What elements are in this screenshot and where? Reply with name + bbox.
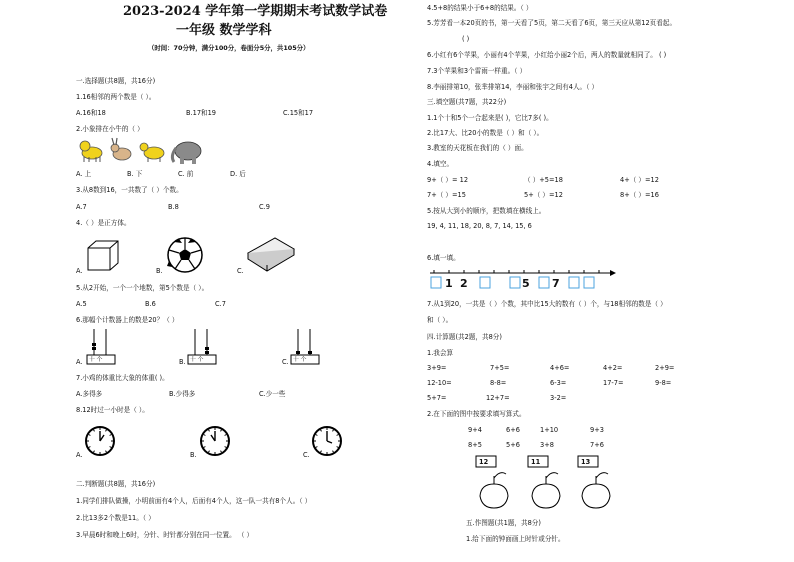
fill-row2-b: 5+（ ）=12 — [524, 191, 563, 199]
peach-expr: 8+5 — [468, 441, 482, 449]
calc-q2: 2.在下面的图中按要求填写算式。 — [427, 410, 526, 418]
peach-label: 12 — [479, 458, 489, 466]
judge-q7: 7.3个苹果和3个雷雨一样重。（ ） — [427, 67, 527, 75]
calc-item: 4+2= — [603, 364, 623, 372]
choice-q2-opt-c: C. 前 — [178, 170, 194, 178]
peach-expr: 5+6 — [506, 441, 520, 449]
abacus-label: 十 个 — [89, 357, 103, 363]
choice-q5-opt-b: B.6 — [145, 300, 156, 308]
choice-q7-opt-a: A.多得多 — [76, 390, 103, 398]
choice-q8-opt-a: A. — [76, 451, 83, 459]
judge-q5: 5.芳芳看一本20页的书，第一天看了5页，第二天看了6页，第三天应从第12页看起。 — [427, 19, 677, 27]
choice-q6-opt-c: C. — [282, 358, 289, 366]
fill-row1-a: 9+（ ）= 12 — [427, 176, 469, 184]
fill-q7: 7.从1到20，一共是（ ）个数，其中比15大的数有（ ）个，与18相邻的数是（ ） — [427, 300, 667, 308]
choice-q2-opt-d: D. 后 — [230, 170, 246, 178]
choice-q3: 3.从8数到16，一共数了（ ）个数。 — [76, 186, 183, 194]
dog-icon — [80, 141, 102, 162]
choice-q6-opt-a: A. — [76, 358, 83, 366]
numline-1: 1 — [445, 277, 453, 290]
number-line — [426, 267, 616, 291]
calc-item: 3-2= — [550, 394, 567, 402]
peach-expr: 3+8 — [540, 441, 554, 449]
fill-row2-a: 7+（ ）=15 — [427, 191, 466, 199]
choice-q4-opt-c: C. — [237, 267, 244, 275]
section-draw-title: 五.作图题(共1题，共8分) — [466, 519, 541, 527]
judge-q8: 8.李丽排第10，张芈排第14，李丽和张宇之间有4人。（ ） — [427, 83, 599, 91]
section-fill-title: 三.填空题(共7题，共22分) — [427, 98, 507, 106]
calc-item: 17-7= — [603, 379, 624, 387]
judge-q2: 2.比13多2个数是11。（ ） — [76, 514, 155, 522]
choice-q1-opt-b: B.17和19 — [186, 109, 216, 117]
peach-expr: 7+6 — [590, 441, 604, 449]
peach-expr: 9+4 — [468, 426, 482, 434]
cube-icon — [86, 239, 120, 273]
fill-q2: 2.比17大、比20小的数是（ ）和（ ）。 — [427, 129, 544, 137]
peach-label: 11 — [531, 458, 541, 466]
choice-q3-opt-b: B.8 — [168, 203, 179, 211]
fill-row2-c: 8+（ ）=16 — [620, 191, 659, 199]
choice-q5: 5.从2开始，一个一个地数，第5个数是（ ）。 — [76, 284, 209, 292]
choice-q5-opt-a: A.5 — [76, 300, 87, 308]
choice-q5-opt-c: C.7 — [215, 300, 226, 308]
calc-item: 6-3= — [550, 379, 567, 387]
calc-item: 9-8= — [655, 379, 672, 387]
abacus-label: 十 个 — [293, 357, 307, 363]
choice-q4: 4.（ ）是正方体。 — [76, 219, 131, 227]
cuboid-icon — [246, 236, 296, 272]
choice-q1-opt-a: A.16和18 — [76, 109, 106, 117]
fill-q4: 4.填空。 — [427, 160, 454, 168]
calc-q1: 1.我会算 — [427, 349, 454, 357]
fill-q5-numbers: 19, 4, 11, 18, 20, 8, 7, 14, 15, 6 — [427, 222, 532, 230]
rabbit-icon — [111, 138, 131, 160]
abacus-label: 十 个 — [190, 357, 204, 363]
choice-q7-opt-c: C.少一些 — [259, 390, 286, 398]
calc-item: 12-10= — [427, 379, 452, 387]
clock-icon — [311, 425, 343, 457]
section-choice-title: 一.选择题(共8题，共16分) — [76, 77, 156, 85]
choice-q4-opt-b: B. — [156, 267, 163, 275]
choice-q2-opt-b: B. 下 — [127, 170, 143, 178]
peach-expr: 1+10 — [540, 426, 559, 434]
cow-icon — [140, 143, 164, 162]
clock-icon — [84, 425, 116, 457]
choice-q3-opt-c: C.9 — [259, 203, 270, 211]
soccer-ball-icon — [166, 236, 204, 274]
fill-q3: 3.教室的天花板在我们的（ ）面。 — [427, 144, 528, 152]
choice-q8-opt-b: B. — [190, 451, 197, 459]
calc-item: 8-8= — [490, 379, 507, 387]
judge-q5-bracket: ( ) — [462, 35, 470, 43]
choice-q4-opt-a: A. — [76, 267, 83, 275]
choice-q2: 2.小象排在小牛的（ ） — [76, 125, 144, 133]
choice-q6-opt-b: B. — [179, 358, 186, 366]
choice-q3-opt-a: A.7 — [76, 203, 87, 211]
animals-image — [78, 138, 210, 166]
fill-q1: 1.1个十和5个一合起来是( )，它比7多( )。 — [427, 114, 553, 122]
clock-icon — [199, 425, 231, 457]
page-title: 2023-2024 学年第一学期期末考试数学试卷 — [123, 4, 388, 19]
fill-q7-continued: 和（ ）。 — [427, 316, 453, 324]
calc-item: 4+6= — [550, 364, 570, 372]
calc-item: 7+5= — [490, 364, 510, 372]
judge-q6: 6.小红有6个苹果，小丽有4个苹果，小红给小丽2个后，两人的数量就相同了。 ( ) — [427, 51, 667, 59]
peach-expr: 6+6 — [506, 426, 520, 434]
elephant-icon — [172, 142, 201, 164]
choice-q7-opt-b: B.少得多 — [169, 390, 196, 398]
section-calc-title: 四.计算题(共2题，共8分) — [427, 333, 502, 341]
calc-item: 2+9= — [655, 364, 675, 372]
choice-q8-opt-c: C. — [303, 451, 310, 459]
draw-q1: 1.给下面的钟面画上时针或分针。 — [466, 535, 565, 543]
fill-q6: 6.填一填。 — [427, 254, 460, 262]
numline-5: 5 — [522, 277, 530, 290]
numline-2: 2 — [460, 277, 468, 290]
section-judge-title: 二.判断题(共8题，共16分) — [76, 480, 156, 488]
judge-q3: 3.早晨6时和晚上6时，分针、时针都分别在同一位置。 （ ） — [76, 531, 254, 539]
fill-row1-c: 4+（ ）=12 — [620, 176, 659, 184]
exam-meta: （时间：70分钟，满分100分，卷面分5分，共105分） — [148, 44, 310, 52]
judge-q4: 4.5+8的结果小于6+8的结果。（ ） — [427, 4, 533, 12]
peach-expr: 9+3 — [590, 426, 604, 434]
calc-item: 5+7= — [427, 394, 447, 402]
fill-q5: 5.按从大到小的顺序，把数填在横线上。 — [427, 207, 546, 215]
choice-q8: 8.12时过一小时是（ ）。 — [76, 406, 149, 414]
page-subtitle: 一年级 数学学科 — [176, 23, 272, 38]
choice-q7: 7.小鸡的体重比大象的体重( )。 — [76, 374, 169, 382]
choice-q1-opt-c: C.15和17 — [283, 109, 314, 117]
peach-label: 13 — [581, 458, 591, 466]
calc-item: 3+9= — [427, 364, 447, 372]
calc-item: 12+7= — [486, 394, 510, 402]
choice-q6: 6.那幅个计数器上的数是20？（ ） — [76, 316, 179, 324]
choice-q1: 1.16相邻的两个数是（ ）。 — [76, 93, 156, 101]
fill-row1-b: （ ）+5=18 — [524, 176, 563, 184]
numline-7: 7 — [552, 277, 560, 290]
choice-q2-opt-a: A. 上 — [76, 170, 92, 178]
judge-q1: 1.同学们排队做操，小明前面有4个人，后面有4个人，这一队一共有8个人。（ ） — [76, 497, 312, 505]
